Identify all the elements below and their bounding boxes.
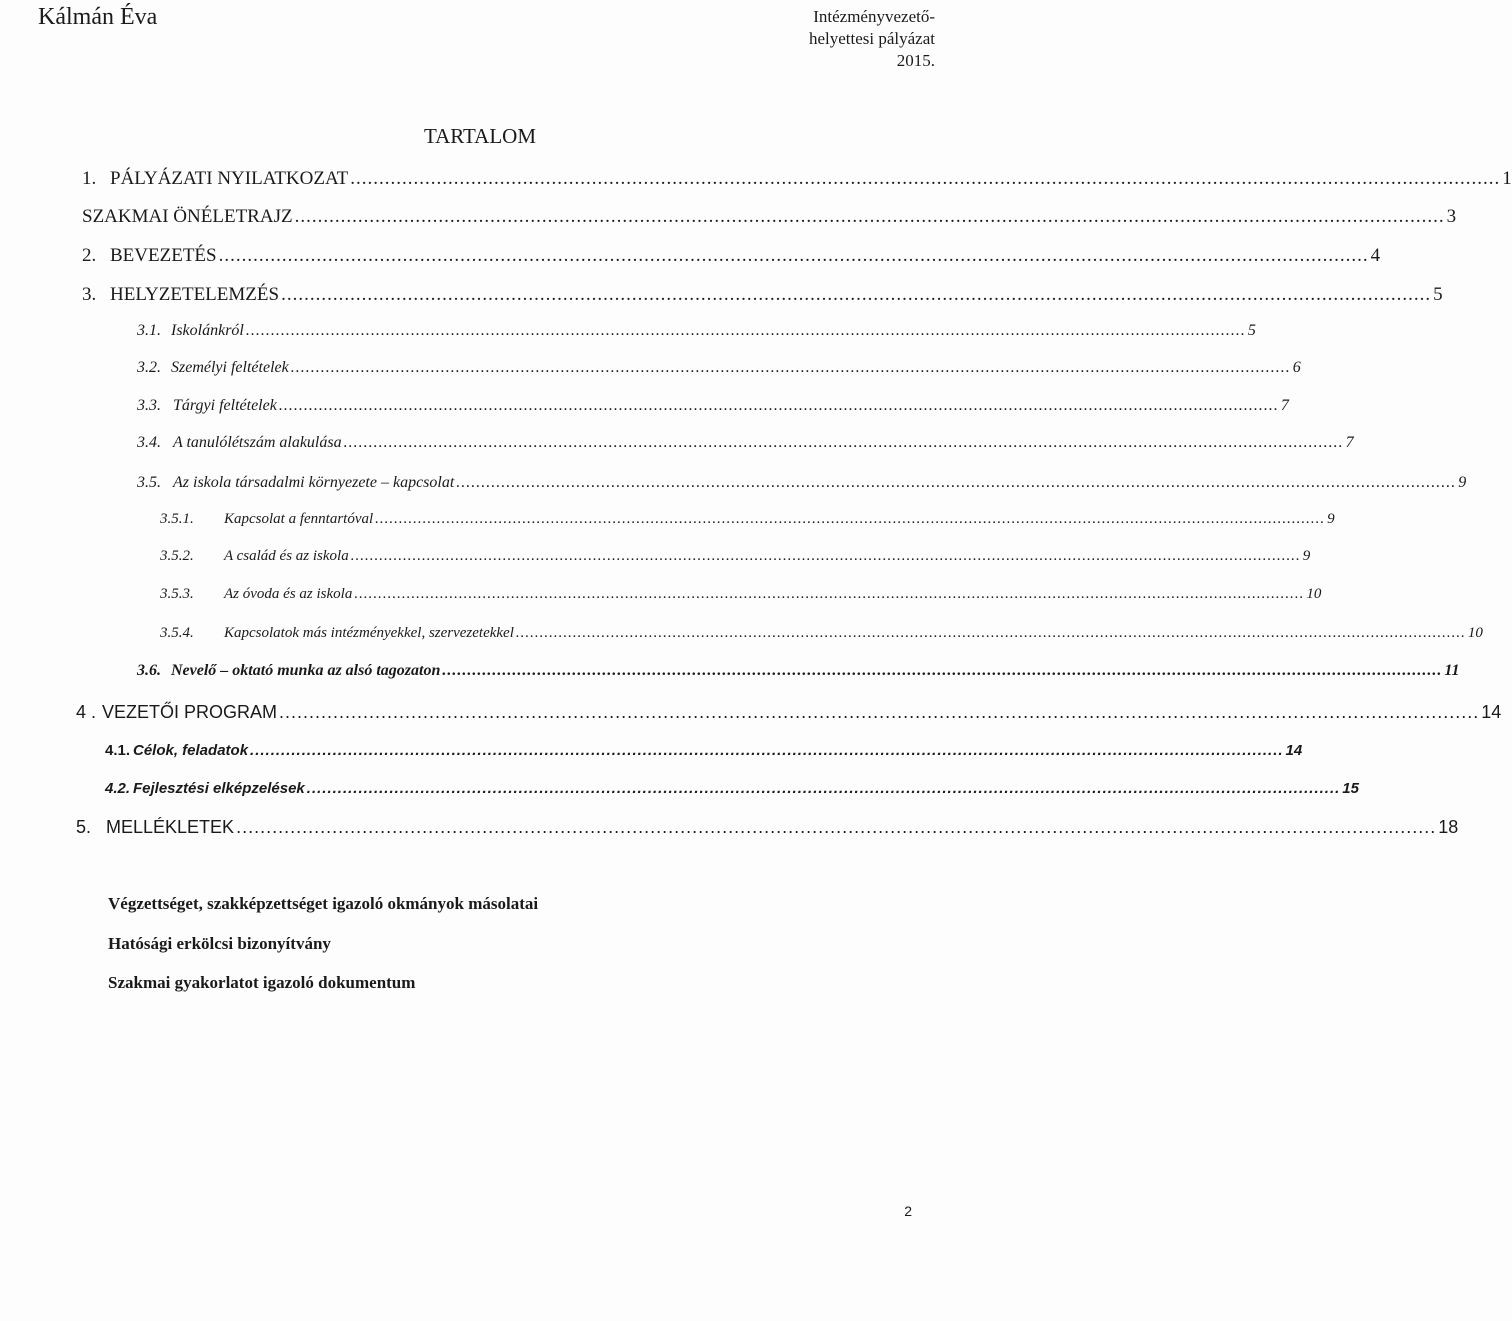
toc-leader-dots: ........................................................................................................................................................................................................ [279, 702, 1480, 722]
page-number: 2 [904, 1203, 912, 1219]
toc-entry [105, 780, 1359, 804]
toc-entry-label: Iskolánkról [171, 322, 244, 339]
toc-leader-dots: ........................................................................................................................................................................................................ [294, 206, 1445, 227]
toc-entry-number: 2. [82, 245, 97, 266]
toc-entry-label: PÁLYÁZATI NYILATKOZAT [110, 168, 349, 189]
toc-entry-number: 3.4. [137, 434, 161, 451]
toc-entry-number: 4.2. [105, 780, 131, 797]
toc-entry [76, 702, 1502, 726]
author-name: Kálmán Éva [38, 4, 158, 30]
toc-entry-number: 5. [76, 817, 92, 837]
toc-entry-label: MELLÉKLETEK [106, 817, 235, 837]
toc-entry-label: VEZETŐI PROGRAM [102, 702, 278, 722]
toc-entry-page: 5 [1433, 284, 1443, 305]
toc-entry-label: Fejlesztési elképzelések [133, 780, 305, 797]
toc-entry [82, 168, 1512, 192]
toc-entry-label: Célok, feladatok [133, 742, 249, 759]
doc-type-line2: helyettesi pályázat [808, 29, 935, 48]
toc-entry-page: 7 [1345, 434, 1354, 451]
toc-leader-dots: ........................................................................................................................................................................................................ [343, 434, 1344, 451]
toc-entry-label: A tanulólétszám alakulása [173, 434, 342, 451]
toc-entry [160, 586, 1322, 610]
toc-entry-number: 3.5.4. [160, 625, 194, 641]
toc-entry [82, 284, 1443, 308]
toc-entry [137, 434, 1354, 458]
doc-type-line1: Intézményvezető- [813, 7, 935, 26]
toc-entry-number: 3.5. [137, 474, 161, 491]
toc-entry-number: 3.5.3. [160, 586, 194, 602]
toc-entry-page: 18 [1438, 817, 1459, 837]
toc-entry-page: 14 [1285, 742, 1303, 759]
toc-entry-label: Az óvoda és az iskola [224, 586, 353, 602]
toc-leader-dots: ........................................................................................................................................................................................................ [290, 359, 1291, 376]
toc-entry-page: 1 [1502, 168, 1512, 189]
toc-entry-number: 3. [82, 284, 97, 305]
toc-entry-number: 3.2. [137, 359, 161, 376]
toc-entry [160, 548, 1311, 572]
toc-entry-page: 9 [1327, 511, 1335, 527]
document-header [755, 6, 935, 72]
toc-entry-page: 9 [1458, 474, 1467, 491]
toc-entry-number: 3.6. [137, 662, 161, 679]
toc-entry [137, 662, 1460, 686]
toc-entry-page: 10 [1467, 625, 1483, 641]
toc-entry [105, 742, 1303, 766]
toc-leader-dots: ........................................................................................................................................................................................................ [278, 397, 1279, 414]
toc-leader-dots: ........................................................................................................................................................................................................ [218, 245, 1369, 266]
toc-entry [137, 359, 1301, 383]
toc-entry [137, 322, 1256, 346]
toc-entry-number: 1. [82, 168, 97, 189]
toc-leader-dots: ........................................................................................................................................................................................................ [456, 474, 1457, 491]
toc-leader-dots: ........................................................................................................................................................................................................ [250, 742, 1284, 759]
toc-entry-label: Tárgyi feltételek [173, 397, 277, 414]
toc-entry-label: Kapcsolatok más intézményekkel, szervezetekkel [224, 625, 514, 641]
toc-leader-dots: ........................................................................................................................................................................................................ [306, 780, 1341, 797]
toc-entry-page: 14 [1481, 702, 1502, 722]
toc-entry-number: 3.3. [137, 397, 161, 414]
toc-entry-label: A család és az iskola [224, 548, 349, 564]
toc-leader-dots: ........................................................................................................................................................................................................ [375, 511, 1326, 527]
toc-leader-dots: ........................................................................................................................................................................................................ [350, 168, 1501, 189]
toc-entry-page: 4 [1370, 245, 1381, 266]
toc-entry-number: 4 . [76, 702, 97, 722]
toc-entry-label: BEVEZETÉS [110, 245, 217, 266]
toc-entry-page: 7 [1280, 397, 1289, 414]
toc-entry-label: SZAKMAI ÖNÉLETRAJZ [82, 206, 293, 227]
attachment-item: Végzettséget, szakképzettséget igazoló okmányok másolatai [108, 894, 539, 913]
toc-entry-page: 9 [1302, 548, 1311, 564]
toc-entry [82, 245, 1381, 269]
doc-year: 2015. [896, 51, 935, 70]
toc-entry-page: 11 [1444, 662, 1460, 679]
toc-entry-page: 10 [1306, 586, 1322, 602]
toc-leader-dots: ........................................................................................................................................................................................................ [245, 322, 1246, 339]
toc-entry-label: Nevelő – oktató munka az alsó tagozaton [171, 662, 441, 679]
toc-entry-page: 15 [1342, 780, 1359, 797]
attachment-item: Szakmai gyakorlatot igazoló dokumentum [108, 973, 416, 992]
attachment-item: Hatósági erkölcsi bizonyítvány [108, 934, 331, 953]
toc-entry [160, 511, 1335, 535]
toc-title: TARTALOM [423, 124, 537, 148]
toc-leader-dots: ........................................................................................................................................................................................................ [354, 586, 1305, 602]
toc-leader-dots: ........................................................................................................................................................................................................ [281, 284, 1432, 305]
toc-leader-dots: ........................................................................................................................................................................................................ [515, 625, 1466, 641]
toc-entry-page: 5 [1247, 322, 1256, 339]
toc-leader-dots: ........................................................................................................................................................................................................ [350, 548, 1301, 564]
toc-entry [137, 397, 1289, 421]
toc-entry-number: 3.5.2. [160, 548, 194, 564]
toc-entry-label: Az iskola társadalmi környezete – kapcsolat [173, 474, 455, 491]
toc-entry-label: Kapcsolat a fenntartóval [224, 511, 374, 527]
toc-entry-page: 3 [1446, 206, 1457, 227]
toc-leader-dots: ........................................................................................................................................................................................................ [442, 662, 1443, 679]
toc-entry [82, 206, 1457, 230]
toc-entry-number: 4.1. [105, 742, 131, 759]
toc-entry [76, 817, 1459, 841]
toc-entry-label: Személyi feltételek [171, 359, 289, 376]
toc-entry [160, 625, 1483, 649]
toc-entry [137, 474, 1467, 498]
toc-leader-dots: ........................................................................................................................................................................................................ [236, 817, 1437, 837]
toc-entry-number: 3.1. [137, 322, 161, 339]
toc-entry-number: 3.5.1. [160, 511, 194, 527]
toc-entry-label: HELYZETELEMZÉS [110, 284, 280, 305]
toc-entry-page: 6 [1292, 359, 1301, 376]
